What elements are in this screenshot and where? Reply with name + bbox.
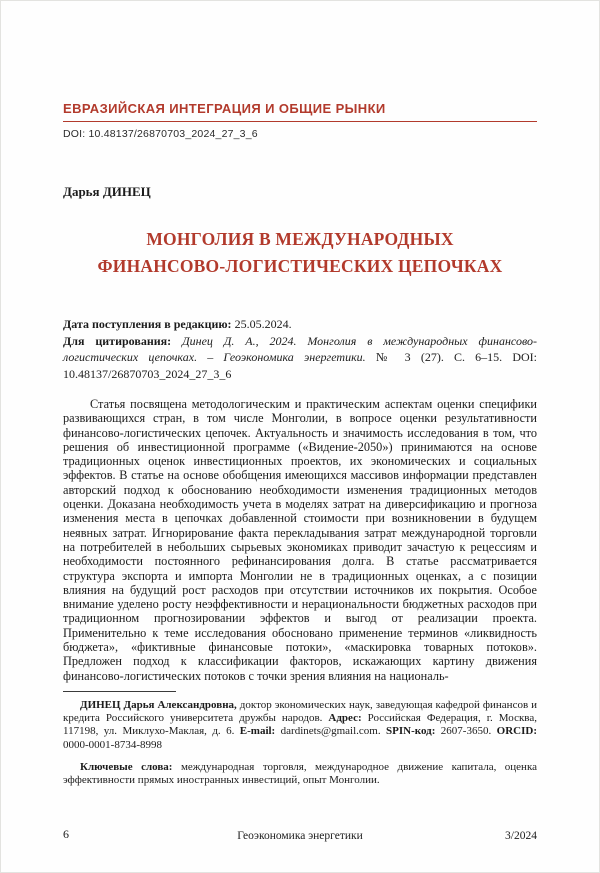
footnote-address-label: Адрес: bbox=[328, 712, 362, 725]
footnote-rule bbox=[63, 691, 176, 692]
author-name: Дарья ДИНЕЦ bbox=[63, 184, 151, 199]
issue-number: 3/2024 bbox=[505, 830, 537, 842]
received-date-line bbox=[63, 316, 537, 333]
abstract-text: Статья посвящена методологическим и практическим аспектам оценки специфики развивающихся стран, в том числе Монголии, в вопросе оценки результативности финансово-логистических цепочек. Актуальность и значимость исследования в том, что решения об инвестиционной программе («Видение-2050») принимаются на основе традиционных оценок инвестиционных проектов, их экономических и социальных эффектов. В статье на основе обобщения имеющихся массивов информации представлен авторский подход к обоснованию необходимости изменения традиционных методов оценки. Доказана необходимость учета в моделях затрат на диверсификацию и прогноза изменения места в цепочках добавленной стоимости при возникновении в будущем неявных затрат. Игнорирование факта перекладывания затрат международной торговли на потребителей в небольших сырьевых экономиках приводит зачастую к рецессиям и необходимости постоянного рефинансирования долга. В статье рассматривается структура экспорта и импорта Монголии не в традиционных оценках, а с позиции влияния на будущий рост расходов при отсутствии источников их покрытия. Особое внимание уделено росту неэффективности и нерациональности бюджетных расходов при традиционном прогнозировании эффектов и выгод от реализации проекта. Применительно к теме исследования обосновано применение терминов «ликвидность бюджета», «фиктивные финансовые потоки», «маскировка товарных потоков». Предложен подход к классификации факторов, искажающих картину движения финансово-логистических потоков с точки зрения влияния на националь- bbox=[63, 397, 537, 683]
footnote-author-name: ДИНЕЦ Дарья Александровна, bbox=[80, 698, 237, 711]
received-date-value: 25.05.2024. bbox=[231, 317, 292, 331]
keywords-line bbox=[63, 761, 537, 787]
footnote-email-value: dardinets@gmail.com. bbox=[275, 725, 387, 738]
journal-name: Геоэкономика энергетики bbox=[237, 830, 363, 842]
citation-issue-doi: № 3 (27). С. 6–15. DOI: 10.48137/26870703_2024_27_3_6 bbox=[63, 350, 538, 381]
citation-line bbox=[63, 333, 537, 383]
footnote-orcid-label: ORCID: bbox=[496, 725, 537, 738]
keywords-value: международная торговля, международное движение капитала, оценка эффективности прямых иностранных инвестиций, опыт Монголии. bbox=[63, 760, 538, 786]
footnote-spin-value: 2607-3650. bbox=[435, 725, 497, 738]
article-title-line1: МОНГОЛИЯ В МЕЖДУНАРОДНЫХ bbox=[146, 229, 454, 249]
footnote-address-value: Российская Федерация, г. Москва, 117198, ул. Миклухо-Маклая, д. 6. bbox=[63, 712, 537, 738]
received-date-label: Дата поступления в редакцию: bbox=[63, 317, 232, 331]
footnote-author-degrees: доктор экономических наук, заведующая кафедрой финансов и кредита Российского университета дружбы народов. bbox=[63, 698, 537, 725]
section-header: ЕВРАЗИЙСКАЯ ИНТЕГРАЦИЯ И ОБЩИЕ РЫНКИ bbox=[63, 101, 537, 122]
citation-reference: Динец Д. А., 2024. Монголия в международных финансово-логистических цепочках. – Геоэкономика энергетики. bbox=[63, 333, 537, 364]
keywords-label: Ключевые слова: bbox=[80, 760, 173, 773]
footnote-orcid-value: 0000-0001-8734-8998 bbox=[63, 738, 162, 751]
article-title-line2: ФИНАНСОВО-ЛОГИСТИЧЕСКИХ ЦЕПОЧКАХ bbox=[97, 256, 503, 276]
footnote-author-info bbox=[63, 699, 537, 752]
article-title bbox=[63, 226, 537, 280]
meta-block bbox=[63, 316, 537, 382]
page-footer bbox=[63, 826, 537, 842]
page-number: 6 bbox=[63, 827, 69, 841]
doi-line: DOI: 10.48137/26870703_2024_27_3_6 bbox=[63, 128, 258, 140]
citation-label: Для цитирования: bbox=[63, 333, 172, 348]
footnote-spin-label: SPIN-код: bbox=[386, 725, 436, 738]
footnote-email-label: E-mail: bbox=[239, 725, 276, 738]
